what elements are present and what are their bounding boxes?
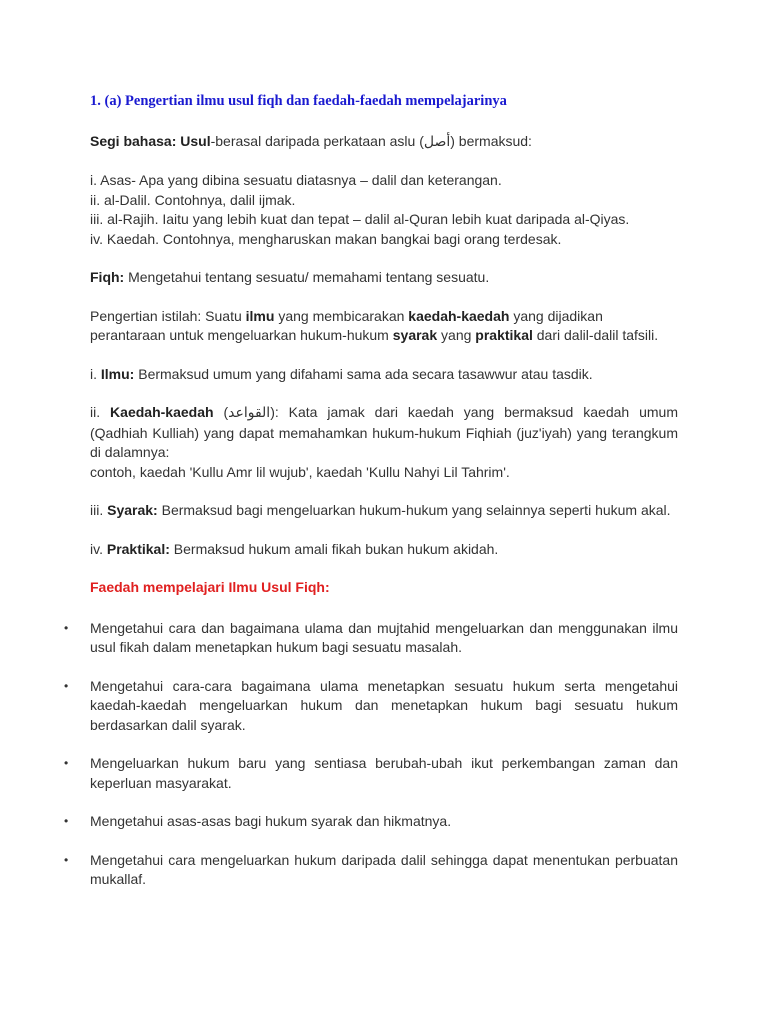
meaning-item: ii. al-Dalil. Contohnya, dalil ijmak. (90, 191, 296, 208)
istilah-text: yang dijadikan perantaraan untuk mengeluarkan hukum-hukum (90, 307, 603, 343)
praktikal-definition (90, 540, 678, 560)
segi-bahasa-label: Segi bahasa: (90, 132, 177, 149)
istilah-text: Pengertian istilah: Suatu (90, 307, 246, 324)
faedah-item (64, 677, 678, 736)
praktikal-label: Praktikal: (106, 540, 170, 557)
ilmu-definition (90, 365, 678, 385)
faedah-item (64, 754, 678, 793)
meaning-item: i. Asas- Apa yang dibina sesuatu diatasnya – dalil dan keterangan. (90, 172, 502, 188)
fiqh-paragraph (90, 268, 678, 288)
istilah-syarak: syarak (392, 327, 438, 343)
bullet-icon: • (64, 814, 69, 828)
bullet-icon: • (64, 852, 69, 867)
bullet-icon: • (64, 678, 69, 693)
kaedah-definition (90, 403, 678, 482)
segi-bahasa-text: -berasal daripada perkataan aslu ( (210, 132, 424, 149)
arabic-aslu: أصل (423, 133, 451, 150)
praktikal-text: Bermaksud hukum amali fikah bukan hukum akidah. (169, 540, 499, 557)
section-heading: 1. (a) Pengertian ilmu usul fiqh dan faedah-faedah mempelajarinya (90, 93, 507, 109)
faedah-item (64, 619, 678, 658)
ilmu-text: Bermaksud umum yang difahami sama ada secara tasawwur atau tasdik. (134, 365, 593, 382)
istilah-text: yang (437, 327, 476, 343)
praktikal-prefix: iv. (90, 540, 107, 557)
meaning-item: iv. Kaedah. Contohnya, mengharuskan makan bangkai bagi orang terdesak. (90, 230, 562, 247)
segi-bahasa-paragraph (90, 132, 678, 153)
ilmu-prefix: i. (90, 365, 101, 382)
kaedah-label: Kaedah-kaedah (110, 404, 214, 420)
arabic-qawaid: القواعد (228, 405, 271, 421)
meaning-item: iii. al-Rajih. Iaitu yang lebih kuat dan tepat – dalil al-Quran lebih kuat daripada al-Qiyas. (90, 211, 630, 227)
document-content (64, 92, 679, 909)
fiqh-label: Fiqh: (90, 269, 125, 285)
fiqh-text: Mengetahui tentang sesuatu/ memahami tentang sesuatu. (124, 269, 490, 285)
faedah-list (64, 619, 678, 890)
istilah-paragraph (90, 307, 678, 346)
faedah-title: Faedah mempelajari Ilmu Usul Fiqh: (90, 579, 330, 595)
kaedah-open: ( (213, 404, 229, 420)
bullet-icon: • (64, 620, 69, 635)
faedah-item (64, 851, 678, 890)
ilmu-label: Ilmu: (100, 365, 135, 382)
istilah-kaedah: kaedah-kaedah (408, 307, 510, 324)
syarak-definition (90, 501, 678, 521)
bullet-icon: • (64, 756, 69, 770)
faedah-item-text: Mengetahui cara-cara bagaimana ulama menetapkan sesuatu hukum serta mengetahui kaedah-kaedah mengeluarkan hukum dan menetapkan hukum bagi sesuatu hukum berdasarkan dalil syarak. (90, 677, 678, 733)
istilah-ilmu: ilmu (245, 307, 275, 324)
syarak-prefix: iii. (90, 502, 108, 518)
kaedah-example: contoh, kaedah 'Kullu Amr lil wujub', kaedah 'Kullu Nahyi Lil Tahrim'. (90, 463, 510, 480)
faedah-item-text: Mengetahui cara dan bagaimana ulama dan mujtahid mengeluarkan dan menggunakan ilmu usul fikah dalam menetapkan hukum bagi sesuatu masalah. (90, 619, 678, 655)
istilah-praktikal: praktikal (475, 327, 533, 343)
meanings-list (90, 171, 678, 249)
segi-bahasa-text-after: ) bermaksud: (450, 132, 532, 149)
istilah-text: yang membicarakan (274, 307, 409, 324)
usul-term: Usul (180, 132, 211, 149)
faedah-item-text: Mengeluarkan hukum baru yang sentiasa berubah-ubah ikut perkembangan zaman dan keperluan masyarakat. (90, 755, 678, 791)
syarak-label: Syarak: (107, 502, 158, 518)
istilah-text: dari dalil-dalil tafsili. (532, 327, 659, 343)
kaedah-prefix: ii. (90, 404, 111, 420)
syarak-text: Bermaksud bagi mengeluarkan hukum-hukum yang selainnya seperti hukum akal. (157, 502, 671, 518)
faedah-item-text: Mengetahui asas-asas bagi hukum syarak dan hikmatnya. (90, 813, 452, 829)
faedah-item (64, 812, 678, 832)
faedah-item-text: Mengetahui cara mengeluarkan hukum daripada dalil sehingga dapat menentukan perbuatan mukallaf. (90, 851, 678, 887)
kaedah-text: ): Kata jamak dari kaedah yang bermaksud kaedah umum (Qadhiah Kulliah) yang dapat memahamkan hukum-hukum Fiqhiah (juz'iyah) yang terangkum di dalamnya: (90, 404, 679, 460)
